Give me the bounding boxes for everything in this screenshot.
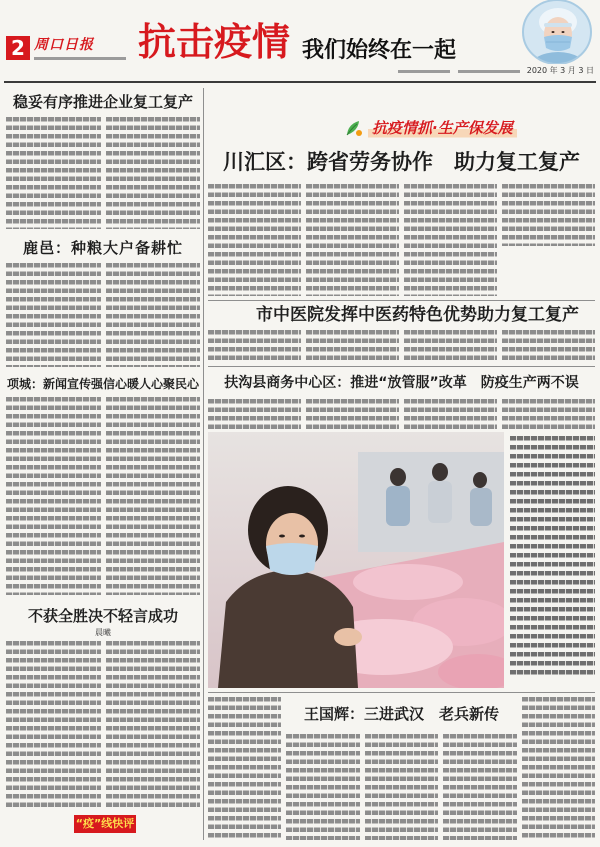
face-mask: [266, 543, 318, 575]
article-body: [208, 399, 595, 429]
article-body: [6, 117, 200, 229]
article-headline: 川汇区：跨省劳务协作 助力复工复产: [223, 150, 580, 174]
article-headline: 稳妥有序推进企业复工复产: [12, 93, 193, 111]
article-headline: 王国辉：三进武汉 老兵新传: [303, 705, 499, 723]
article-body: [286, 734, 517, 840]
article-body: [6, 641, 200, 807]
text-column: [306, 184, 399, 296]
masthead-rule: [4, 81, 596, 83]
portrait-illustration: [522, 0, 592, 64]
article-headline: 市中医院发挥中医药特色优势助力复工复产: [256, 305, 579, 325]
text-column: [106, 117, 201, 229]
masked-worker-portrait: [522, 0, 592, 64]
phone-line: [398, 70, 450, 73]
leaf-icon: [344, 118, 364, 138]
column-badge: “疫”线快评: [74, 815, 136, 833]
photo-caption: [510, 436, 595, 678]
text-column: [6, 263, 101, 367]
section-slogan: 我们始终在一起: [302, 38, 457, 63]
section-divider: [208, 300, 595, 301]
hands: [334, 628, 362, 646]
text-column: [404, 399, 497, 429]
article-body: [208, 330, 595, 361]
section-divider: [208, 366, 595, 367]
text-column: [522, 697, 595, 840]
article-headline: 不获全胜决不轻言成功: [27, 607, 178, 625]
news-photo: [208, 432, 504, 688]
section-title: 抗击疫情: [138, 20, 291, 64]
section-banner: [344, 115, 534, 141]
article-byline: 晨曦: [95, 628, 111, 637]
text-column: [443, 734, 517, 840]
text-column: [6, 397, 101, 595]
text-column: [502, 184, 595, 246]
text-column: [208, 330, 301, 361]
factory-worker-photo: [208, 432, 504, 688]
background-workers: [358, 452, 504, 552]
article-body: [6, 397, 200, 595]
text-column: [502, 330, 595, 361]
text-column: [286, 734, 360, 840]
issue-date: 2020 年 3 月 3 日: [526, 66, 594, 75]
article-headline: 鹿邑：种粮大户备耕忙: [22, 239, 183, 257]
text-column: [106, 263, 201, 367]
text-column: [365, 734, 439, 840]
text-column: [306, 399, 399, 429]
banner-title: 抗疫情抓·生产保发展: [368, 116, 517, 140]
text-column: [502, 399, 595, 429]
page-number: 2: [6, 36, 30, 60]
text-column: [106, 641, 201, 807]
article-headline: 项城：新闻宣传强信心暖人心聚民心: [6, 377, 199, 391]
text-column: [6, 641, 101, 807]
article-body: [6, 263, 200, 367]
text-column: [106, 397, 201, 595]
editor-credits-line: [34, 57, 126, 60]
email-line: [458, 70, 520, 73]
text-column: [208, 184, 301, 296]
text-column: [208, 399, 301, 429]
column-divider: [203, 88, 204, 840]
text-column: [306, 330, 399, 361]
article-headline: 扶沟县商务中心区：推进“放管服”改革 防疫生产两不误: [224, 375, 579, 391]
article-body: [208, 184, 595, 296]
text-column: [404, 184, 497, 296]
text-column: [208, 697, 281, 840]
text-column: [404, 330, 497, 361]
paper-name-logo: 周口日报: [34, 37, 94, 53]
face-mask: [544, 35, 572, 51]
text-column: [6, 117, 101, 229]
section-divider: [208, 692, 595, 693]
